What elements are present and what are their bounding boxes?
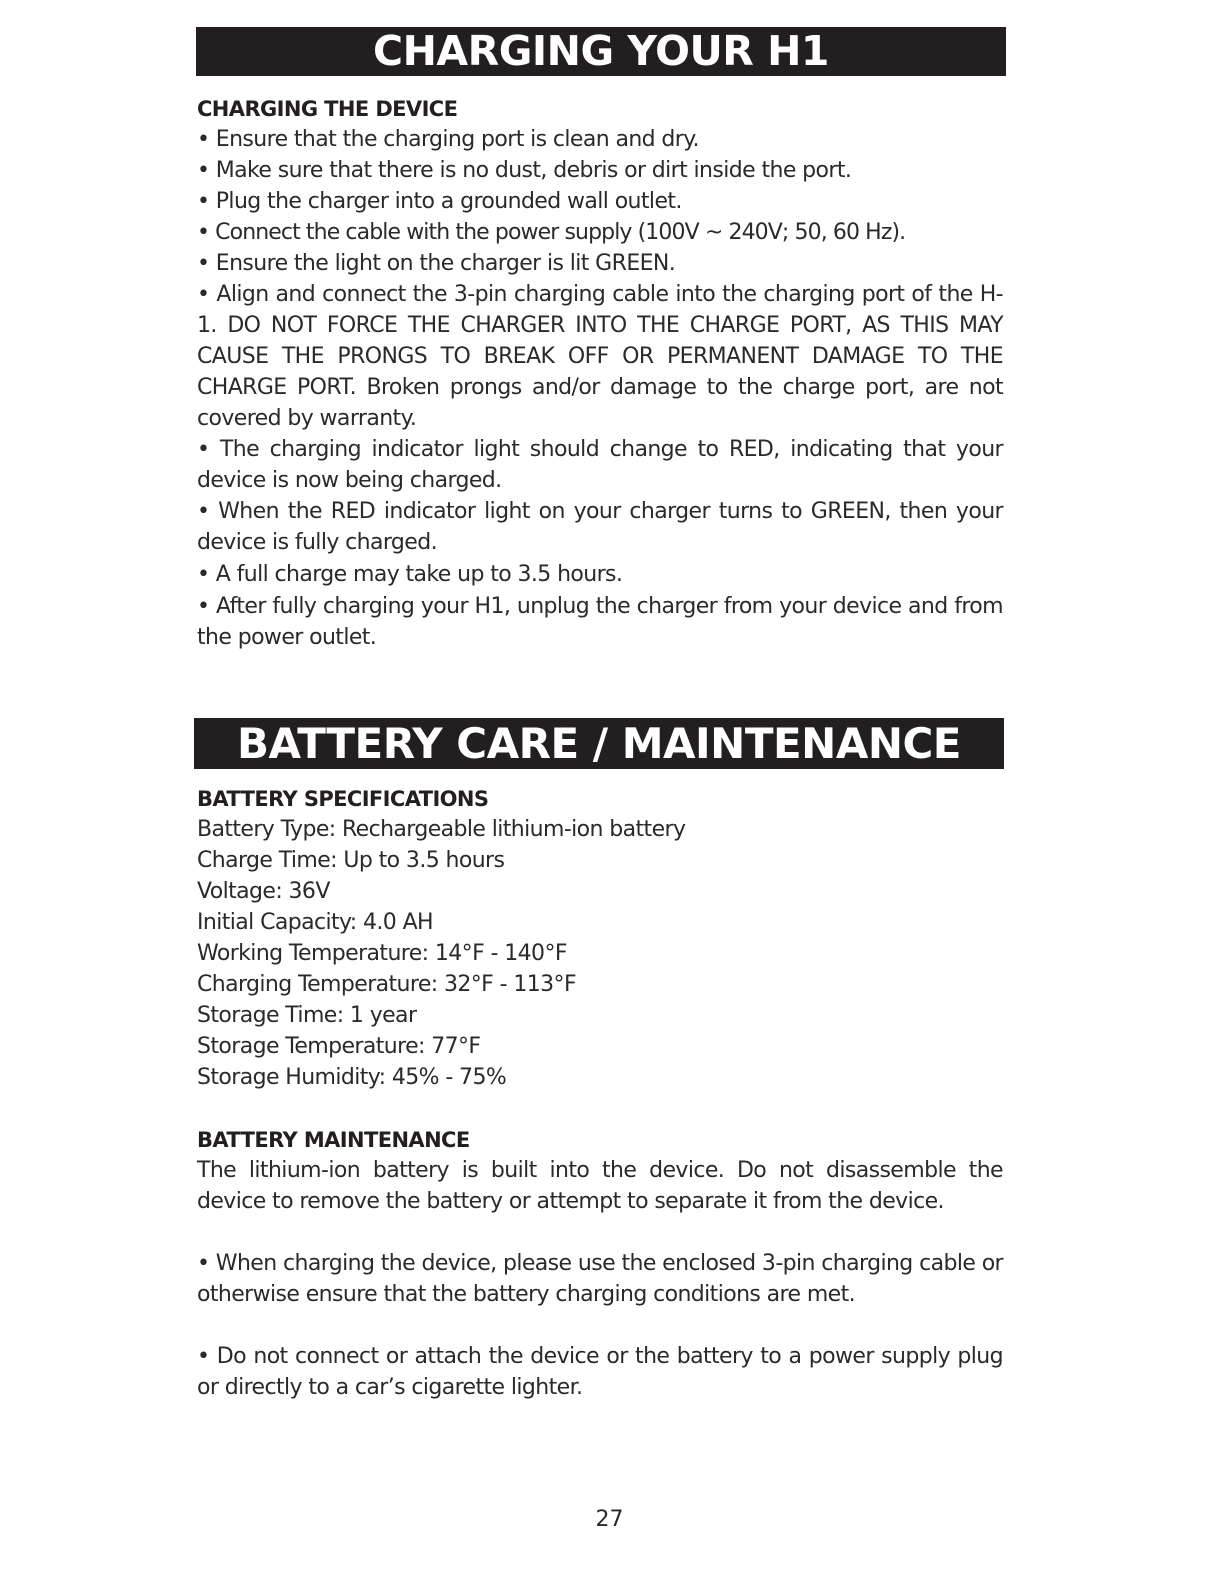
spec-line: Storage Humidity: 45% - 75% [197,1065,507,1090]
charging-bullet: • Plug the charger into a grounded wall outlet. [197,189,682,214]
charging-bullet: • After fully charging your H1, unplug the charger from your device and from the power outlet. [197,594,1003,650]
charging-bullet-list [197,124,1003,653]
charging-bullet: • The charging indicator light should change to RED, indicating that your device is now being charged. [197,437,1003,493]
page-number: 27 [595,1507,624,1532]
spec-line: Voltage: 36V [197,879,330,904]
charging-bullet: • Align and connect the 3-pin charging cable into the charging port of the H-1. DO NOT FORCE THE CHARGER INTO THE CHARGE PORT, AS THIS MAY CAUSE THE PRONGS TO BREAK OFF OR PERMANENT DAMAGE TO THE CHARGE PORT. Broken prongs and/or damage to the charge port, are not covered by warranty. [197,282,1003,431]
maintenance-paragraph: The lithium-ion battery is built into the device. Do not disassemble the device to remove the battery or attempt to separate it from the device. [197,1158,1003,1214]
charging-banner-title: CHARGING YOUR H1 [196,27,1006,76]
spec-line: Storage Time: 1 year [197,1003,417,1028]
charging-bullet: • Ensure the light on the charger is lit GREEN. [197,251,676,276]
charging-bullet: • A full charge may take up to 3.5 hours. [197,562,623,587]
spec-line: Charging Temperature: 32°F - 113°F [197,972,577,997]
maintenance-paragraph: • When charging the device, please use the enclosed 3-pin charging cable or otherwise ensure that the battery charging conditions are met. [197,1251,1003,1307]
spec-line: Initial Capacity: 4.0 AH [197,910,433,935]
battery-banner-title: BATTERY CARE / MAINTENANCE [194,718,1004,769]
spec-line: Battery Type: Rechargeable lithium-ion battery [197,817,686,842]
battery-section [197,784,1003,1403]
charging-bullet: • When the RED indicator light on your charger turns to GREEN, then your device is fully charged. [197,499,1003,555]
battery-maintenance-heading: BATTERY MAINTENANCE [197,1128,470,1152]
charging-bullet: • Connect the cable with the power supply (100V ~ 240V; 50, 60 Hz). [197,220,906,245]
charging-heading: CHARGING THE DEVICE [197,97,458,121]
charging-bullet: • Make sure that there is no dust, debris or dirt inside the port. [197,158,852,183]
spec-line: Charge Time: Up to 3.5 hours [197,848,505,873]
charging-section [197,94,1003,653]
maintenance-paragraph: • Do not connect or attach the device or the battery to a power supply plug or directly to a car’s cigarette lighter. [197,1344,1003,1400]
battery-spec-heading: BATTERY SPECIFICATIONS [197,787,489,811]
battery-spec-list [197,814,1003,1093]
spec-line: Working Temperature: 14°F - 140°F [197,941,567,966]
spec-line: Storage Temperature: 77°F [197,1034,481,1059]
charging-bullet: • Ensure that the charging port is clean and dry. [197,127,699,152]
battery-maintenance-body [197,1155,1003,1403]
